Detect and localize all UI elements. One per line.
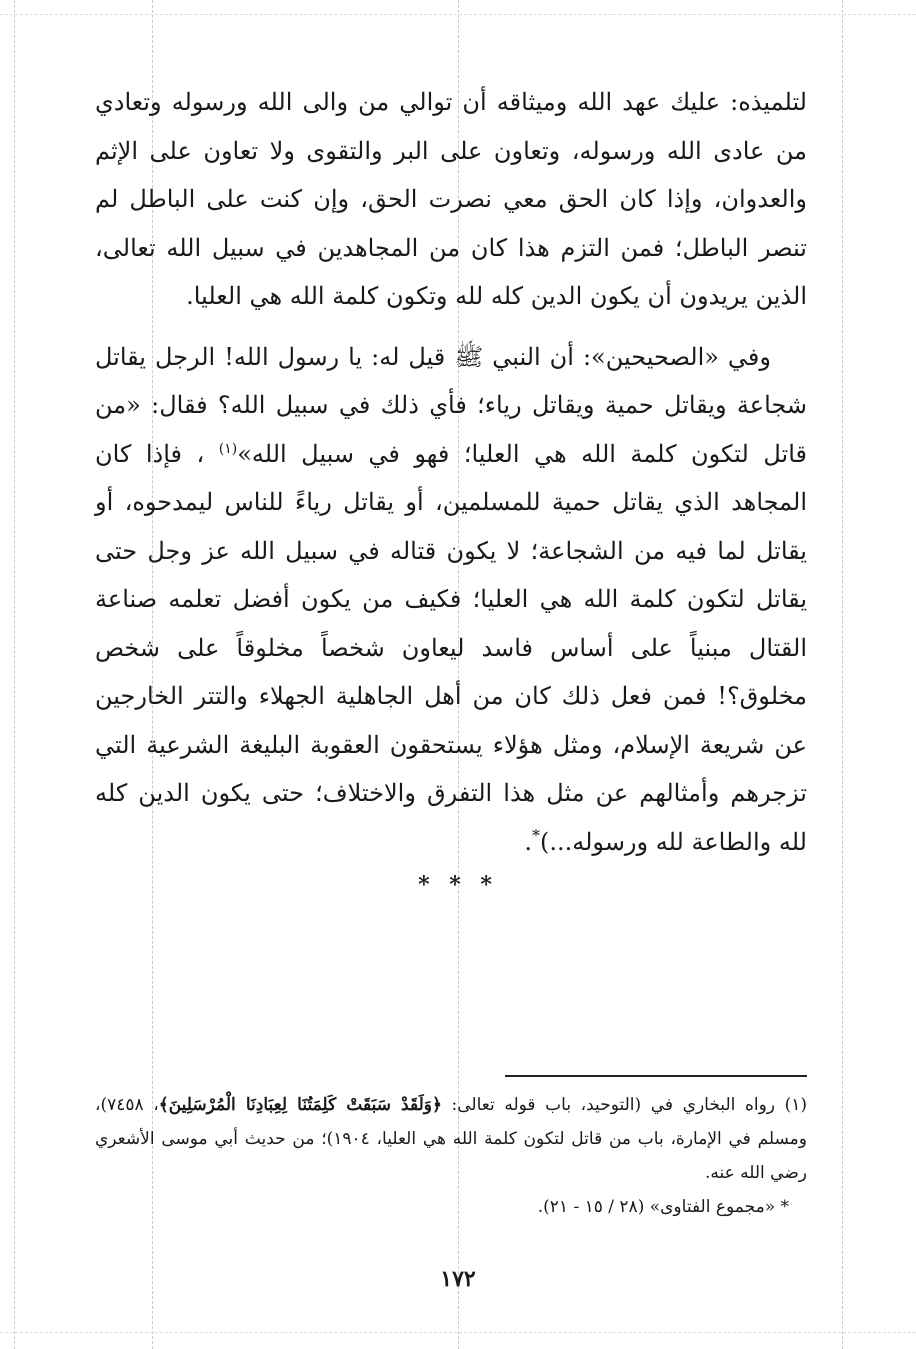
scan-guide-line xyxy=(842,0,843,1349)
text-line: شجاعة ويقاتل حمية ويقاتل رياء؛ فأي ذلك في سبيل الله؟ فقال: «من قاتل xyxy=(95,391,807,468)
footnote-text: ، ٧٤٥٨)، ومسلم في الإمارة، باب من قاتل لتكون كلمة الله هي العليا، ١٩٠٤)؛ من حديث أبي موسى الأشعري رضي الله عنه. xyxy=(95,1095,807,1183)
text-line: والاختلاف؛ حتى يكون الدين كله لله والطاعة لله ورسوله...) xyxy=(95,779,807,856)
text-line: يريدون أن يكون الدين كله لله وتكون كلمة الله هي العليا. xyxy=(186,282,748,310)
text-line: والعدوان، وإذا كان الحق معي نصرت الحق، وإن كنت على الباطل لم xyxy=(95,185,807,213)
sentence-end: . xyxy=(524,827,532,856)
text-line: عادى الله ورسوله، وتعاون على البر والتقوى ولا تعاون على الإثم xyxy=(95,136,765,165)
text-line: الجاهلية الجهلاء والتتر الخارجين عن شريعة الإسلام، ومثل هؤلاء يستحقون xyxy=(95,682,807,759)
text-line: العقوبة البليغة الشرعية التي تزجرهم وأمثالهم عن مثل هذا التفرق xyxy=(95,730,807,807)
text-line: الشجاعة؛ لا يكون قتاله في سبيل الله عز وجل حتى يقاتل لتكون كلمة الله xyxy=(95,536,807,613)
text-line: لتكون كلمة الله هي العليا؛ فهو في سبيل الله» xyxy=(237,439,749,468)
quran-verse: ﴿وَلَقَدْ سَبَقَتْ كَلِمَتُنَا لِعِبَادِنَا الْمُرْسَلِينَ﴾ xyxy=(158,1095,442,1115)
text-line: هي العليا؛ فكيف من يكون أفضل تعلمه صناعة القتال مبنياً على أساس فاسد xyxy=(95,585,807,662)
scan-guide-line xyxy=(0,1332,916,1333)
paragraph-2 xyxy=(95,333,807,867)
footnote-divider xyxy=(505,1075,807,1077)
text-line: ليعاون شخصاً مخلوقاً على شخص مخلوق؟! فمن فعل ذلك كان من أهل xyxy=(95,633,807,710)
source-star-mark: * xyxy=(531,825,540,845)
footnote-reference[interactable]: (١) xyxy=(218,440,238,457)
footnote-source xyxy=(95,1190,807,1224)
text-line: تنصر الباطل؛ فمن التزم هذا كان من المجاهدين في سبيل الله تعالى، الذين xyxy=(95,233,807,310)
footnote-1 xyxy=(95,1088,807,1190)
scan-guide-line xyxy=(0,14,916,15)
section-separator: * * * xyxy=(418,872,498,898)
text-line: يقاتل حمية للمسلمين، أو يقاتل رياءً للناس ليمدحوه، أو يقاتل لما فيه من xyxy=(95,488,807,565)
paragraph-1 xyxy=(95,78,807,321)
footnote-text: * «مجموع الفتاوى» (٢٨ / ١٥ - ٢١). xyxy=(537,1197,789,1217)
footnotes xyxy=(95,1088,807,1224)
text-line: وفي «الصحيحين»: أن النبي ﷺ قيل له: يا رسول الله! الرجل يقاتل xyxy=(95,342,771,371)
footnote-text: (١) رواه البخاري في (التوحيد، باب قوله تعالى: xyxy=(441,1095,808,1115)
scan-guide-line xyxy=(14,0,15,1349)
text-line: ، فإذا كان المجاهد الذي xyxy=(95,439,807,516)
text-line: لتلميذه: عليك عهد الله وميثاقه أن توالي من والى الله ورسوله وتعادي من xyxy=(95,88,807,165)
main-text xyxy=(95,78,807,866)
page-number: ١٧٢ xyxy=(440,1266,476,1292)
